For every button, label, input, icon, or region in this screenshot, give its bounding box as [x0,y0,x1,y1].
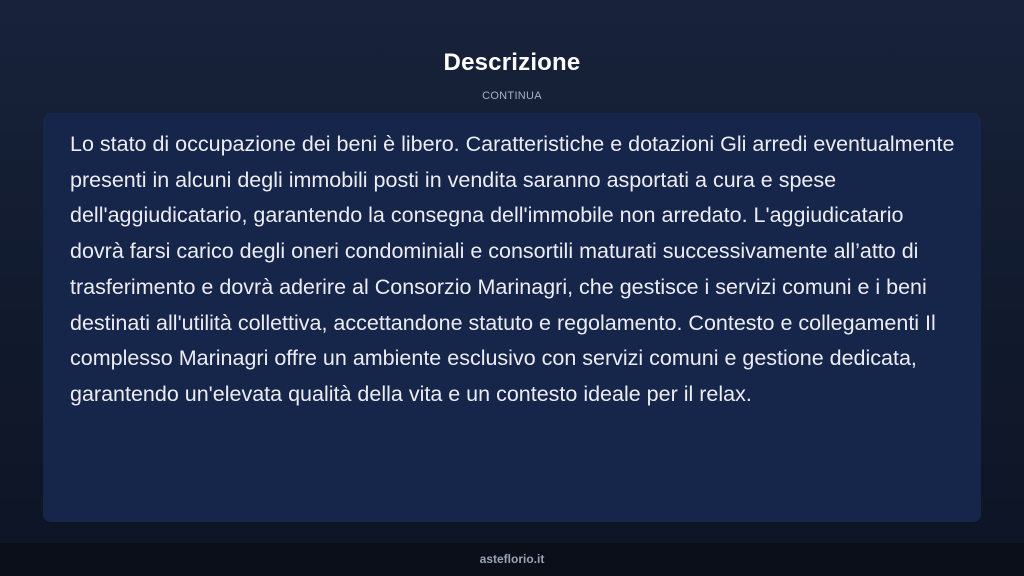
site-name: asteflorio.it [479,552,545,566]
description-text: Lo stato di occupazione dei beni è libero. Caratteristiche e dotazioni Gli arredi eventualmente presenti in alcuni degli immobili posti in vendita saranno asportati a cura e spese dell'aggiudicatario, garantendo la consegna dell'immobile non arredato. L'aggiudicatario dovrà farsi carico degli oneri condominiali e consortili maturati successivamente all’atto di trasferimento e dovrà aderire al Consorzio Marinagri, che gestisce i servizi comuni e i beni destinati all'utilità collettiva, accettandone statuto e regolamento. Contesto e collegamenti Il complesso Marinagri offre un ambiente esclusivo con servizi comuni e gestione dedicata, garantendo un'elevata qualità della vita e un contesto ideale per il relax. [70,132,955,406]
page-subtitle: CONTINUA [482,90,542,102]
footer-bar [0,543,1024,576]
description-card [43,113,981,522]
page-title: Descrizione [443,49,581,76]
